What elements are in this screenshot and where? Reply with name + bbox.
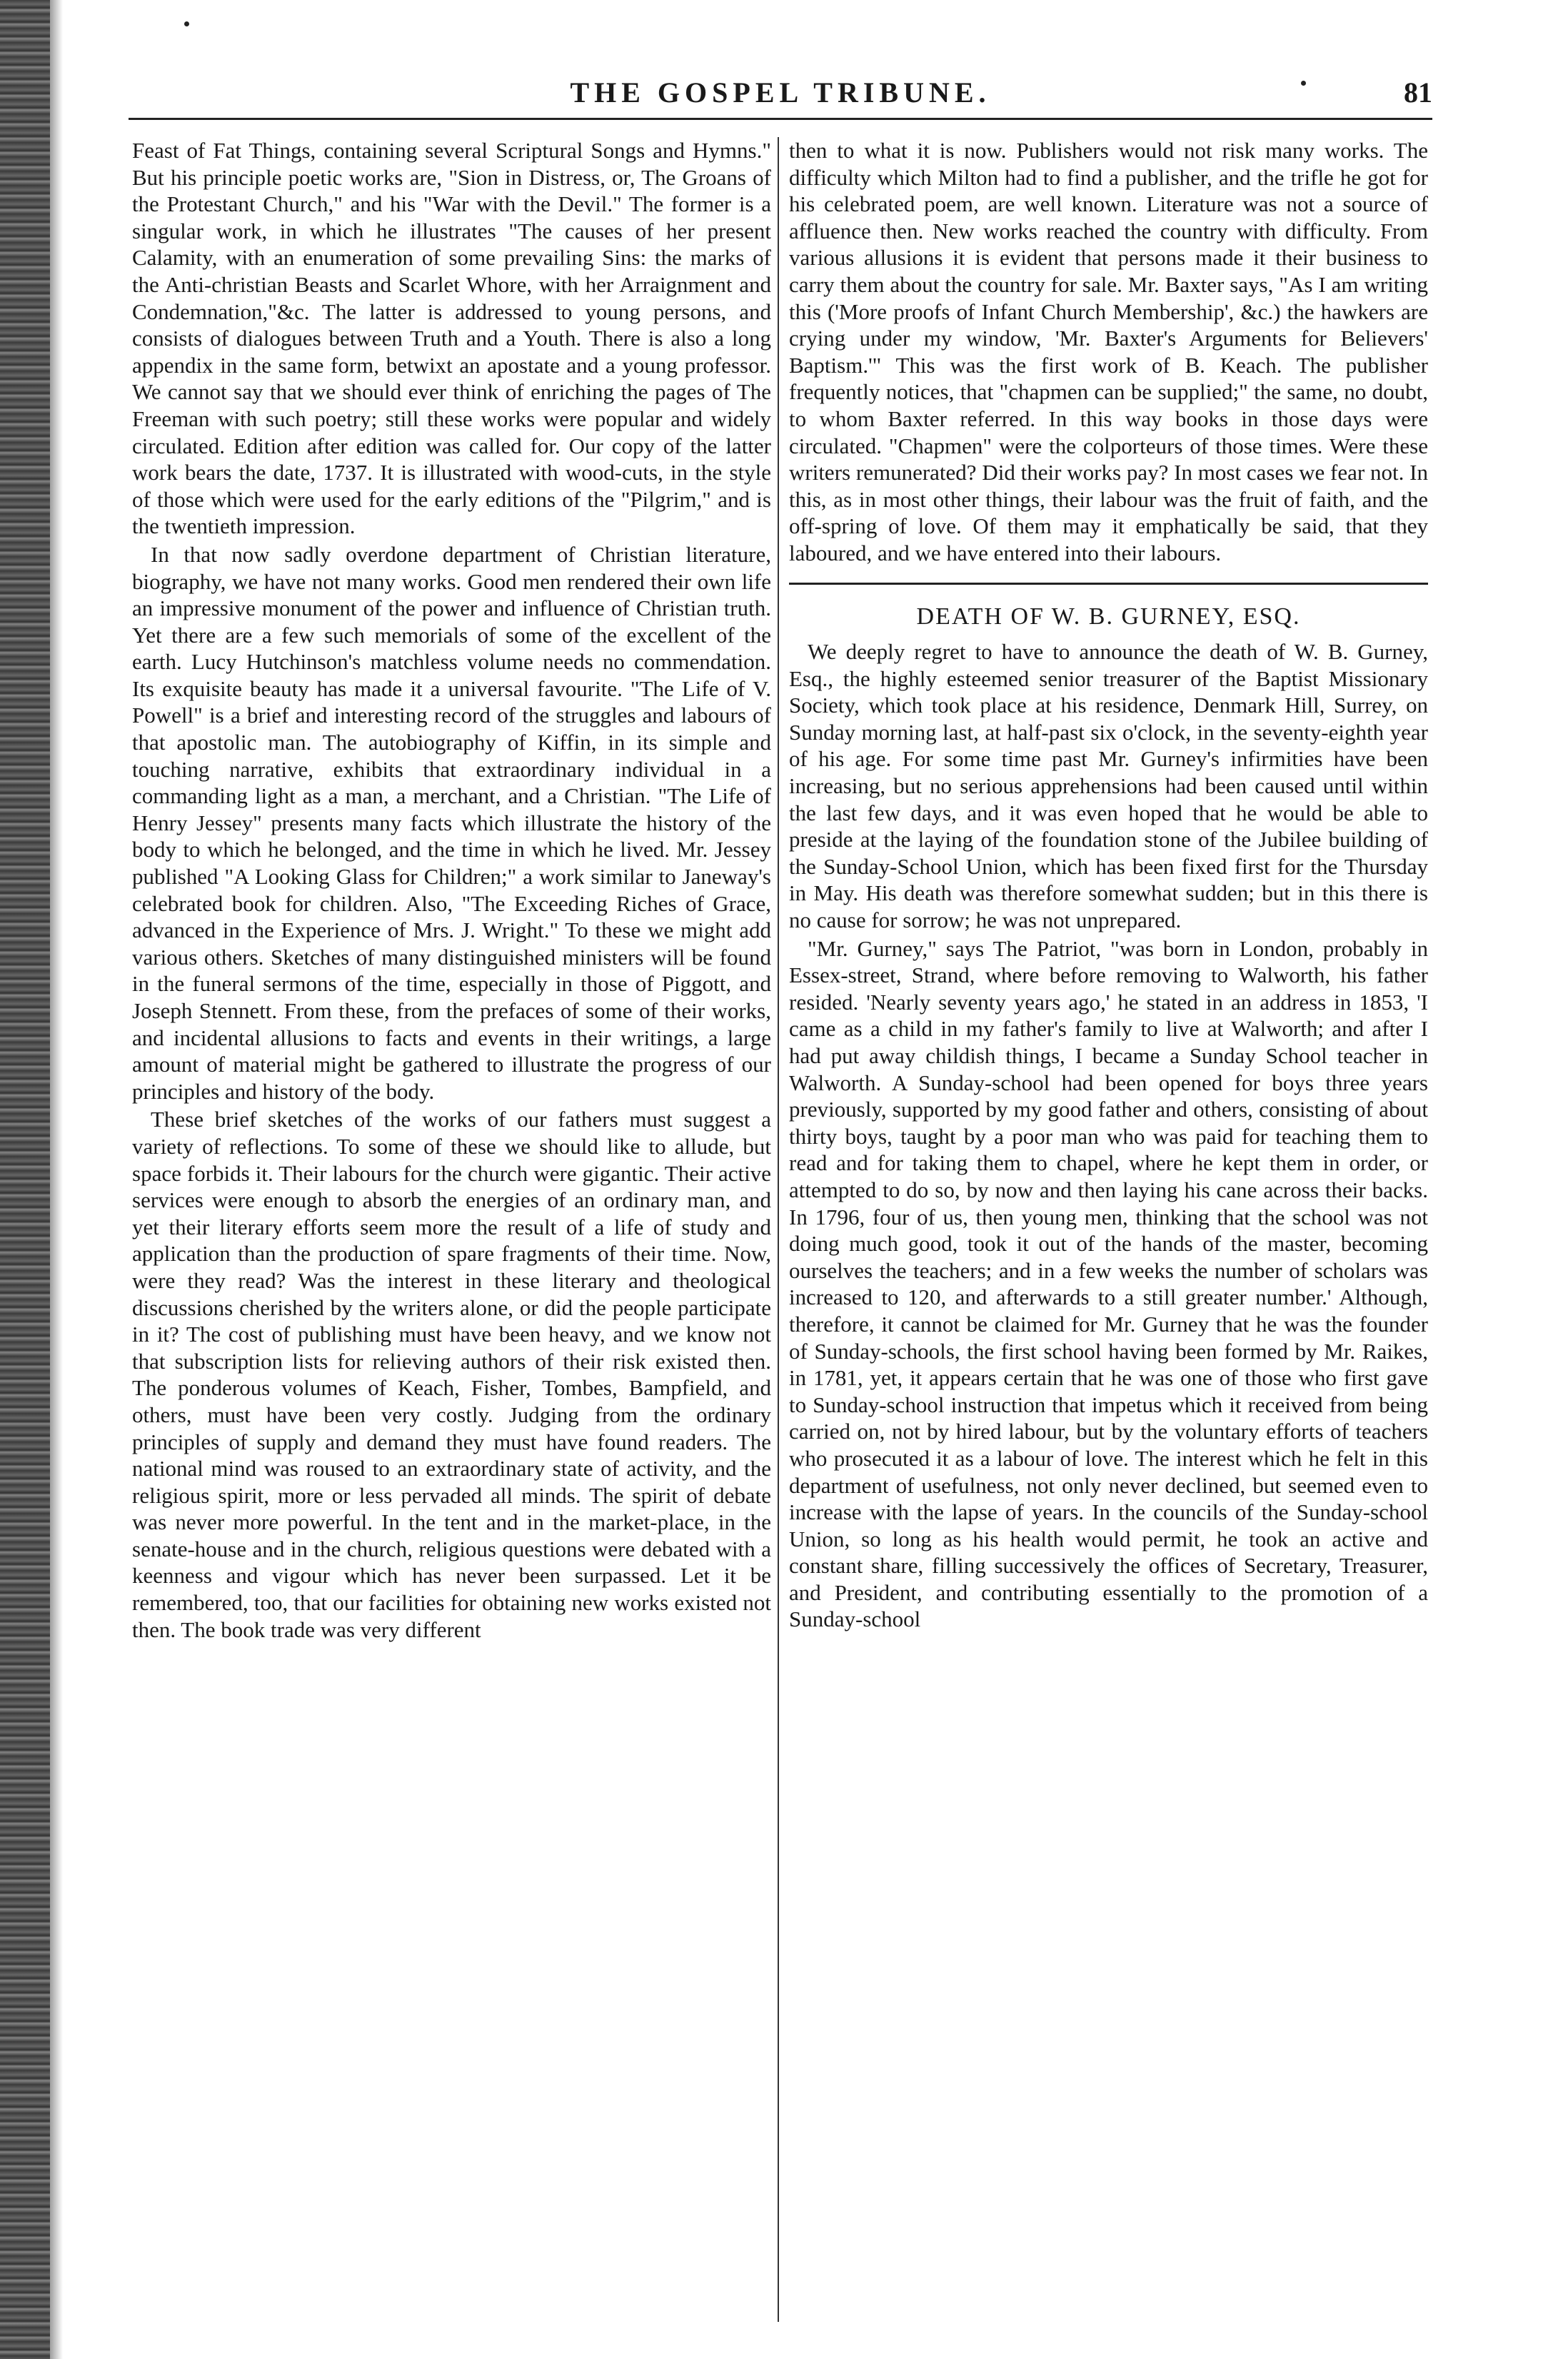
- journal-title: THE GOSPEL TRIBUNE.: [570, 76, 991, 109]
- print-speck: [184, 21, 189, 26]
- page-number: 81: [1404, 76, 1432, 109]
- section-title: DEATH OF W. B. GURNEY, ESQ.: [916, 603, 1301, 630]
- running-header: [129, 70, 1432, 120]
- header-rule: [129, 118, 1432, 120]
- article-paragraph: Feast of Fat Things, containing several Scriptural Songs and Hymns." But his principle poetic works are, "Sion in Distress, or, The Groans of the Protestant Church," and his "War with the Devil." The former is a singular work, in which he illustrates "The causes of her present Calamity, with an enumeration of some prevailing Sins: the marks of the Anti-christian Beasts and Scarlet Whore, with her Arraignment and Condemnation,"&c. The latter is addressed to young persons, and consists of dialogues between Truth and a Youth. There is also a long appendix in the same form, betwixt an apostate and a young professor. We cannot say that we should ever think of enriching the pages of The Freeman with such poetry; still these works were popular and widely circulated. Edition after edition was called for. Our copy of the latter work bears the date, 1737. It is illustrated with wood-cuts, in the style of those which were used for the early editions of the "Pilgrim," and is the twentieth impression.: [132, 138, 771, 539]
- right-column: [789, 137, 1428, 2322]
- left-column: [132, 137, 771, 2322]
- page-binding-edge: [0, 0, 50, 2359]
- column-divider: [778, 137, 779, 2322]
- article-paragraph: In that now sadly overdone department of Christian literature, biography, we have not many works. Good men rendered their own life an impressive monument of the power and influence of Christian truth. Yet there are a few such memorials of some of the excellent of the earth. Lucy Hutchinson's matchless volume needs no commendation. Its exquisite beauty has made it a universal favourite. "The Life of V. Powell" is a brief and interesting record of the struggles and labours of that apostolic man. The autobiography of Kiffin, in its simple and touching narrative, exhibits that extraordinary individual in a commanding light as a man, a merchant, and a Christian. "The Life of Henry Jessey" presents many facts which illustrate the history of the body to which he belonged, and the time in which he lived. Mr. Jessey published "A Looking Glass for Children;" a work similar to Janeway's celebrated book for children. Also, "The Exceeding Riches of Grace, advanced in the Experience of Mrs. J. Wright." To these we might add various others. Sketches of many distinguished ministers will be found in the funeral sermons of the time, especially in those of Piggott, and Joseph Stennett. From these, from the prefaces of some of their works, and incidental allusions to facts and events in their writings, a large amount of material might be gathered to illustrate the progress of our principles and history of the body.: [132, 541, 771, 1104]
- obituary-paragraph: "Mr. Gurney," says The Patriot, "was born in London, probably in Essex-street, Strand, where before removing to Walworth, his father resided. 'Nearly seventy years ago,' he stated in an address in 1853, 'I came as a child in my father's family to live at Walworth; and after I had put away childish things, I became a Sunday School teacher in Walworth. A Sunday-school had been opened for boys three years previously, supported by my good father and others, consisting of about thirty boys, taught by a poor man who was paid for teaching them to read and for taking them to chapel, where he kept them in order, or attempted to do so, by now and then laying his cane across their backs. In 1796, four of us, then young men, thinking that the school was not doing much good, took it out of the hands of the master, becoming ourselves the teachers; and in a few weeks the number of scholars was increased to 120, and afterwards to a still greater number.' Although, therefore, it cannot be claimed for Mr. Gurney that he was the founder of Sunday-schools, the first school having been formed by Mr. Raikes, in 1781, yet, it appears certain that he was one of those who first gave to Sunday-school instruction that impetus which it received from being carried on, not by hired labour, but by the voluntary efforts of teachers who prosecuted it as a labour of love. The interest which he felt in this department of usefulness, not only never declined, but seemed even to increase with the lapse of years. In the councils of the Sunday-school Union, so long as his health would permit, he took an active and constant share, filling successively the offices of Secretary, Treasurer, and President, and contributing essentially to the promotion of a Sunday-school: [789, 935, 1428, 1632]
- obituary-paragraph: We deeply regret to have to announce the death of W. B. Gurney, Esq., the highly esteemed senior treasurer of the Baptist Missionary Society, which took place at his residence, Denmark Hill, Surrey, on Sunday morning last, at half-past six o'clock, in the seventy-eighth year of his age. For some time past Mr. Gurney's infirmities have been increasing, but no serious apprehensions had been caused until within the last few days, and it was even hoped that he would be able to preside at the laying of the foundation stone of the Jubilee building of the Sunday-School Union, which has been fixed first for the Thursday in May. His death was therefore somewhat sudden; but in this there is no cause for sorrow; he was not unprepared.: [789, 639, 1428, 933]
- article-paragraph: then to what it is now. Publishers would not risk many works. The difficulty which Milton had to find a publisher, and the trifle he got for his celebrated poem, are well known. Literature was not a source of affluence then. New works reached the country with difficulty. From various allusions it is evident that persons made it their business to carry them about the country for sale. Mr. Baxter says, "As I am writing this ('More proofs of Infant Church Membership', &c.) the hawkers are crying under my window, 'Mr. Baxter's Arguments for Believers' Baptism.'" This was the first work of B. Keach. The publisher frequently notices, that "chapmen can be supplied;" the same, no doubt, to whom Baxter referred. In this way books in those days were circulated. "Chapmen" were the colporteurs of those times. Were these writers remunerated? Did their works pay? In most cases we fear not. In this, as in most other things, their labour was the fruit of faith, and the off-spring of love. Of them may it emphatically be said, that they laboured, and we have entered into their labours.: [789, 138, 1428, 565]
- section-rule: [789, 583, 1428, 585]
- article-paragraph: These brief sketches of the works of our fathers must suggest a variety of reflections. To some of these we should like to allude, but space forbids it. Their labours for the church were gigantic. Their active services were enough to absorb the energies of an ordinary man, and yet their literary efforts seem more the result of a life of study and application than the production of spare fragments of their time. Now, were they read? Was the interest in these literary and theological discussions cherished by the writers alone, or did the people participate in it? The cost of publishing must have been heavy, and we know not that subscription lists for relieving authors of their risk existed then. The ponderous volumes of Keach, Fisher, Tombes, Bampfield, and others, must have been very costly. Judging from the ordinary principles of supply and demand they must have found readers. The national mind was roused to an extraordinary state of activity, and the religious spirit, more or less pervaded all minds. The spirit of debate was never more powerful. In the tent and in the market-place, in the senate-house and in the church, religious questions were debated with a keenness and vigour which has never been surpassed. Let it be remembered, too, that our facilities for obtaining new works existed not then. The book trade was very different: [132, 1107, 771, 1642]
